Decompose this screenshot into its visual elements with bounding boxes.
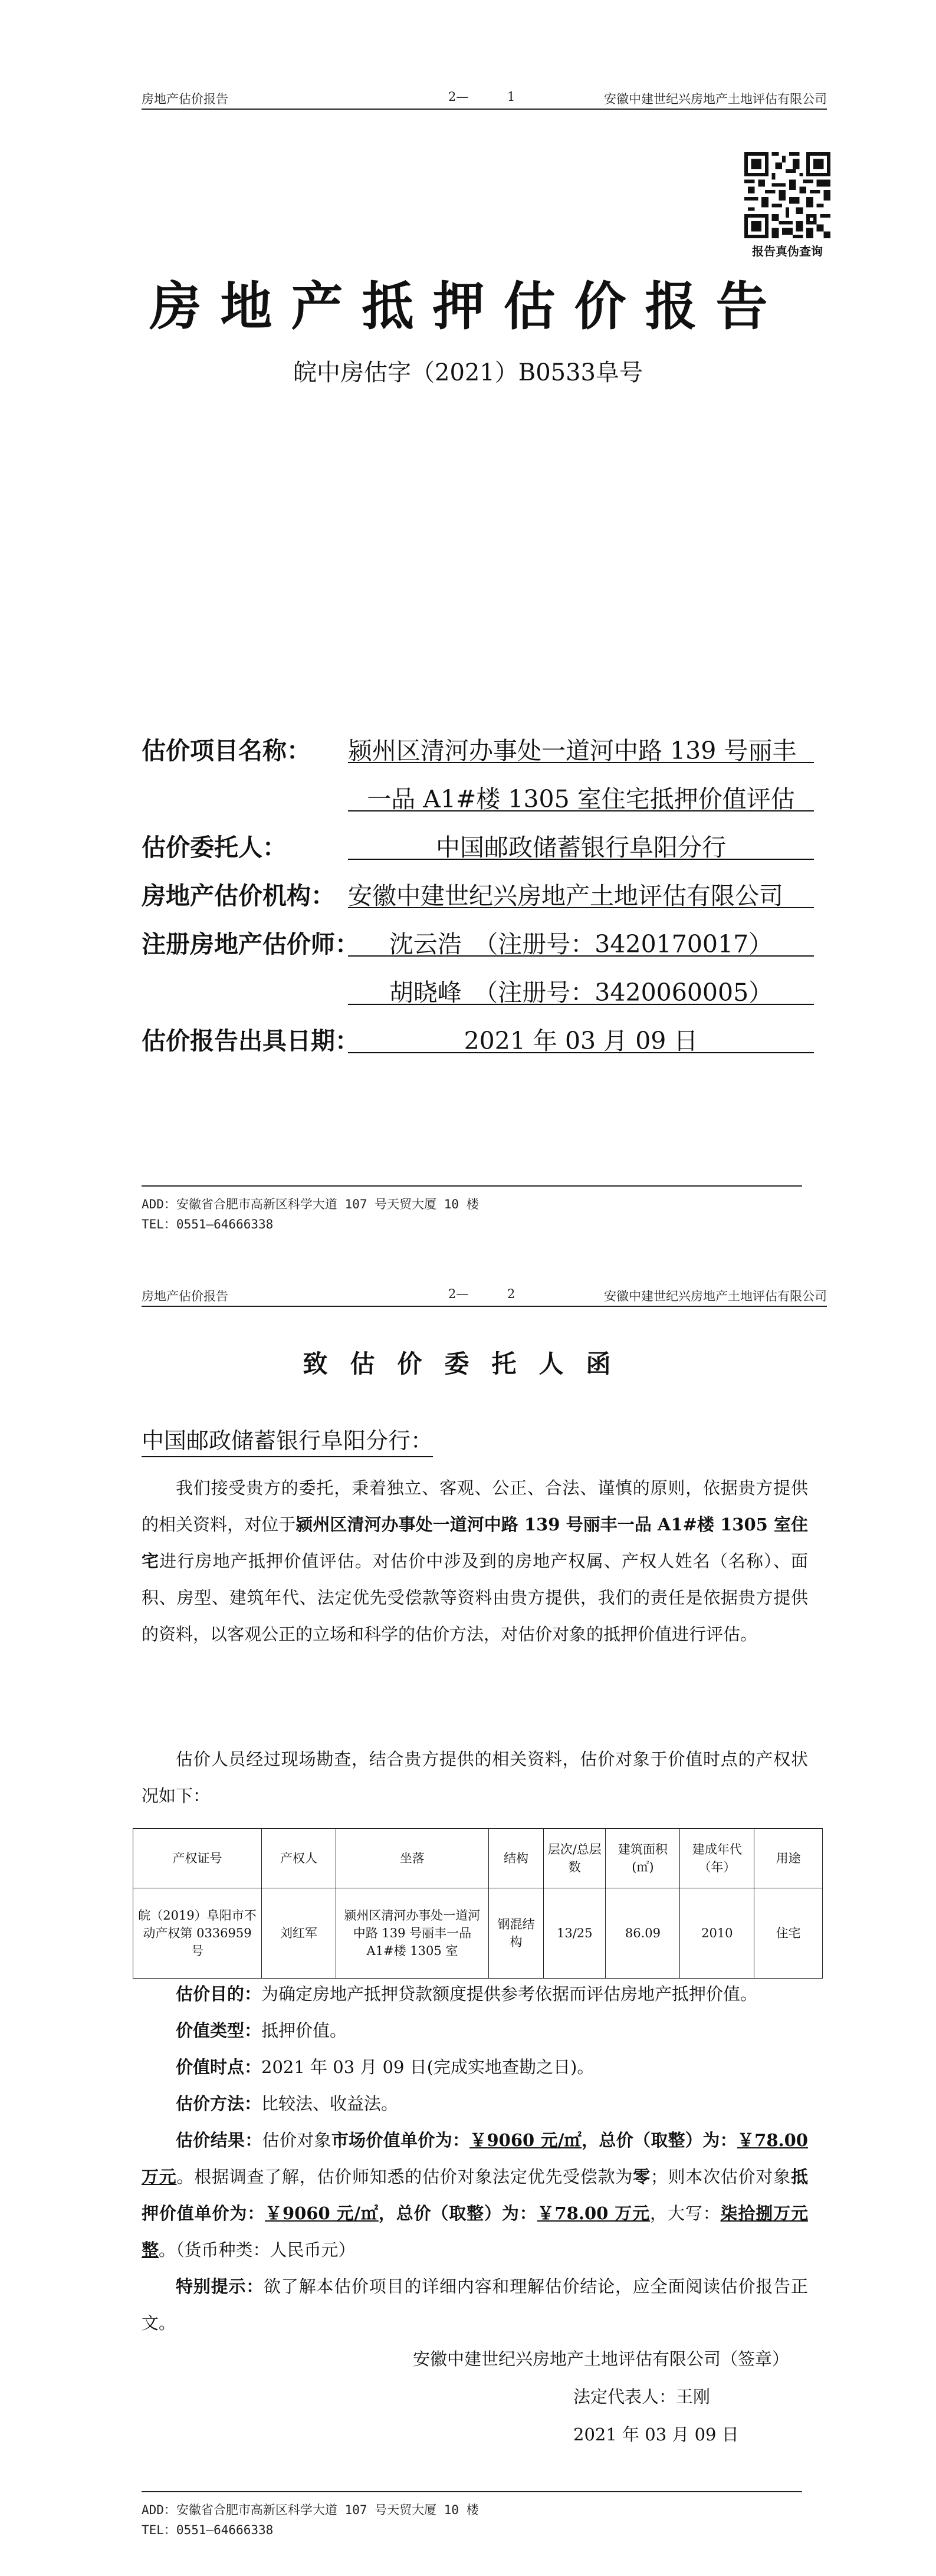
verification-qr-code-icon[interactable] xyxy=(744,152,830,238)
letter-title: 致估价委托人函 xyxy=(303,1349,633,1378)
result-text: ，总价（取整）为： xyxy=(582,2130,737,2150)
table-header-cell: 结构 xyxy=(488,1829,543,1888)
table-cell: 钢混结构 xyxy=(488,1888,543,1979)
field-label: 房地产估价机构： xyxy=(142,882,335,910)
letter-paragraph-1 xyxy=(142,1470,808,1652)
footer-address: ADD：安徽省合肥市高新区科学大道 107 号天贸大厦 10 楼 xyxy=(142,2503,479,2517)
table-cell: 刘红军 xyxy=(262,1888,336,1979)
table-cell: 13/25 xyxy=(544,1888,606,1979)
para1-property: 颍州区清河办事处一道河中路 139 号丽丰一品 A1#楼 1305 室住宅 xyxy=(142,1514,808,1571)
field-value-line: 颍州区清河办事处一道河中路 139 号丽丰 xyxy=(348,731,814,763)
result-text: 市场价值单价为： xyxy=(331,2130,470,2150)
item-key: 估价结果： xyxy=(176,2130,262,2150)
table-cell: 2010 xyxy=(680,1888,754,1979)
table-cell: 86.09 xyxy=(606,1888,680,1979)
header-company-name: 安徽中建世纪兴房地产土地评估有限公司 xyxy=(604,1289,827,1303)
field-value-line: 沈云浩 （注册号：3420170017） xyxy=(348,925,814,957)
item-value: 抵押价值。 xyxy=(261,2020,347,2041)
item-value: 为确定房地产抵押贷款额度提供参考依据而评估房地产抵押价值。 xyxy=(261,1984,758,2004)
result-text: ；则本次估价对象 xyxy=(650,2167,791,2187)
item-value: 比较法、收益法。 xyxy=(261,2094,399,2114)
item-method xyxy=(176,2085,808,2122)
item-special-note xyxy=(142,2268,808,2341)
item-result xyxy=(142,2122,808,2268)
running-header xyxy=(142,1286,827,1307)
letter-page xyxy=(0,1262,936,2576)
result-text: ，大写： xyxy=(650,2203,721,2223)
header-page-number: 2 xyxy=(507,1287,515,1301)
footer-address: ADD：安徽省合肥市高新区科学大道 107 号天贸大厦 10 楼 xyxy=(142,1197,479,1211)
header-page-total: 2— xyxy=(448,90,469,104)
item-value-type xyxy=(176,2012,808,2049)
mortgage-total-price: ￥78.00 万元 xyxy=(537,2203,651,2223)
letter-recipient: 中国邮政储蓄银行阜阳分行： xyxy=(142,1422,433,1457)
legal-representative: 法定代表人：王刚 xyxy=(573,2387,711,2407)
header-report-name: 房地产估价报告 xyxy=(142,1289,228,1303)
field-value: 2021 年 03 月 09 日 xyxy=(348,1021,814,1053)
mortgage-unit-price: ￥9060 元/㎡ xyxy=(265,2203,379,2223)
item-key: 价值时点： xyxy=(176,2057,262,2077)
signing-company: 安徽中建世纪兴房地产土地评估有限公司（签章） xyxy=(413,2349,790,2369)
field-value-line: 一品 A1#楼 1305 室住宅抵押价值评估 xyxy=(348,780,814,811)
amount-in-words: 柒拾捌万元整 xyxy=(142,2203,808,2260)
table-header-cell: 坐落 xyxy=(336,1829,488,1888)
footer-tel: TEL：0551—64666338 xyxy=(142,1217,274,1231)
qr-caption: 报告真伪查询 xyxy=(752,244,823,258)
item-value: 2021 年 03 月 09 日(完成实地查勘之日)。 xyxy=(261,2057,595,2077)
item-key: 特别提示： xyxy=(176,2276,264,2296)
result-text: 。（货币种类：人民币元） xyxy=(159,2240,356,2260)
table-header-cell: 用途 xyxy=(754,1829,823,1888)
market-unit-price: ￥9060 元/㎡ xyxy=(469,2130,582,2150)
field-value: 安徽中建世纪兴房地产土地评估有限公司 xyxy=(348,876,814,908)
property-rights-table xyxy=(133,1828,823,1979)
report-cover-page xyxy=(0,0,936,1262)
footer-divider xyxy=(142,2491,802,2492)
running-header xyxy=(142,88,827,110)
field-value: 中国邮政储蓄银行阜阳分行 xyxy=(348,828,814,860)
header-page-total: 2— xyxy=(448,1287,469,1301)
field-label: 注册房地产估价师： xyxy=(142,930,359,958)
result-text: 抵押价值单价为： xyxy=(142,2167,808,2223)
table-row xyxy=(133,1888,823,1979)
priority-claim: 零 xyxy=(633,2167,651,2187)
item-key: 估价方法： xyxy=(176,2094,262,2114)
letter-paragraph-2: 估价人员经过现场勘查，结合贵方提供的相关资料，估价对象于价值时点的产权状况如下： xyxy=(142,1749,808,1806)
table-header-cell: 产权证号 xyxy=(133,1829,262,1888)
header-company-name: 安徽中建世纪兴房地产土地评估有限公司 xyxy=(604,92,827,106)
field-label: 估价委托人： xyxy=(142,833,287,862)
table-header-cell: 建成年代（年） xyxy=(680,1829,754,1888)
para1-text-b: 进行房地产抵押价值评估。对估价中涉及到的房地产权属、产权人姓名（名称）、面积、房型、建筑年代、法定优先受偿款等资料由贵方提供，我们的责任是依据贵方提供的资料，以客观公正的立场和科学的估价方法，对估价对象的抵押价值进行评估。 xyxy=(142,1551,808,1644)
result-text: 估价对象 xyxy=(262,2130,331,2150)
table-header-cell: 层次/总层数 xyxy=(544,1829,606,1888)
report-number: 皖中房估字（2021）B0533阜号 xyxy=(293,359,643,386)
item-key: 价值类型： xyxy=(176,2020,262,2041)
field-value-line: 胡晓峰 （注册号：3420060005） xyxy=(348,973,814,1005)
market-total-price: ￥78.00 万元 xyxy=(142,2130,808,2187)
para1-text-a: 我们接受贵方的委托，秉着独立、客观、公正、合法、谨慎的原则，依据贵方提供的相关资料，对位于 xyxy=(142,1478,808,1535)
field-label: 估价报告出具日期： xyxy=(142,1027,359,1055)
item-key: 估价目的： xyxy=(176,1984,262,2004)
footer-tel: TEL：0551—64666338 xyxy=(142,2523,274,2537)
header-report-name: 房地产估价报告 xyxy=(142,92,228,106)
header-page-number: 1 xyxy=(507,90,515,104)
field-label: 估价项目名称： xyxy=(142,737,311,765)
table-header-cell: 建筑面积(㎡) xyxy=(606,1829,680,1888)
result-text: 。根据调查了解，估价师知悉的估价对象法定优先受偿款为 xyxy=(176,2167,633,2187)
table-header-row xyxy=(133,1829,823,1888)
signing-date: 2021 年 03 月 09 日 xyxy=(573,2424,739,2444)
result-text: ，总价（取整）为： xyxy=(378,2203,537,2223)
table-cell: 颍州区清河办事处一道河中路 139 号丽丰一品 A1#楼 1305 室 xyxy=(336,1888,488,1979)
item-value: 欲了解本估价项目的详细内容和理解估价结论，应全面阅读估价报告正文。 xyxy=(142,2276,808,2333)
table-header-cell: 产权人 xyxy=(262,1829,336,1888)
item-value-date xyxy=(176,2049,808,2085)
footer-divider xyxy=(142,1185,802,1187)
report-title: 房地产抵押估价报告 xyxy=(149,276,787,337)
table-cell: 皖（2019）阜阳市不动产权第 0336959 号 xyxy=(133,1888,262,1979)
table-cell: 住宅 xyxy=(754,1888,823,1979)
item-purpose xyxy=(176,1976,808,2012)
